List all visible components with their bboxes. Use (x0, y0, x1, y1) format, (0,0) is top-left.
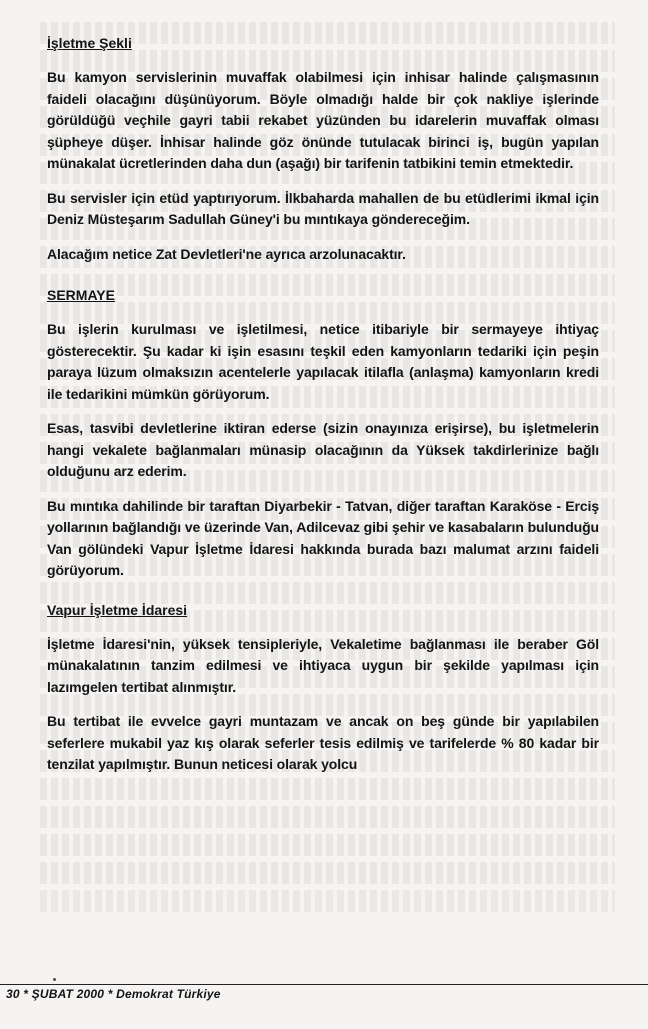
footer-text: 30 * ŞUBAT 2000 * Demokrat Türkiye (6, 987, 221, 1001)
paragraph: Bu tertibat ile evvelce gayri muntazam ve ancak on beş günde bir yapılabilen seferlere mukabil yaz kış olarak seferler tesis edilmiş ve tarifelerde % 80 kadar bir tenzilat yapılmıştır. Bunun neticesi olarak yolcu (47, 713, 599, 772)
paragraph: Bu servisler için etüd yaptırıyorum. İlkbaharda mahallen de bu etüdlerimi ikmal için Deniz Müsteşarım Sadullah Güney'i bu mıntıkaya göndereceğim. (47, 189, 599, 227)
paragraph: İşletme İdaresi'nin, yüksek tensipleriyle, Vekaletime bağlanması ile beraber Göl münakalatının tanzim edilmesi ve ihtiyaca uygun bir şekilde yapılması için lazımgelen tertibat alınmıştır. (47, 635, 599, 695)
paragraph: Bu işlerin kurulması ve işletilmesi, netice itibariyle bir sermayeye ihtiyaç gösterecektir. Şu kadar ki işin esasını teşkil eden kamyonların tedariki için peşin paraya lüzum olmaksızın acentelerle yapılacak itilafla (anlaşma) kamyonların kredi ile tedarikini mümkün görüyorum. (47, 321, 599, 402)
paragraph: Esas, tasvibi devletlerine iktiran ederse (sizin onayınıza erişirse), bu işletmelerin hangi vekalete bağlanmaları münasip olacağının da Yüksek takdirlerinize bağlı olduğunu arz ederim. (47, 420, 599, 479)
paragraph: Alacağım netice Zat Devletleri'ne ayrıca arzolunacaktır. (47, 245, 406, 262)
paragraph: Bu kamyon servislerinin muvaffak olabilmesi için inhisar halinde çalışmasının faideli olacağını düşünüyorum. Böyle olmadığı halde bir çok nakliye işlerinde görüldüğü veçhile gayri tabii rekabet yüzünden bu idarelerin muvaffak olması şüpheye düşer. İnhisar halinde göz önünde tutulacak birinci iş, bugün yapılan münakalat ücretlerinden daha dun (aşağı) bir tarifenin tatbikini temin etmektedir. (47, 69, 599, 171)
section-heading-sermaye: SERMAYE (47, 287, 115, 303)
paragraph: Bu mıntıka dahilinde bir taraftan Diyarbekir - Tatvan, diğer taraftan Karaköse - Erciş yollarının bağlandığı ve üzerinde Van, Adilcevaz gibi şehir ve kasabaların bulunduğu Van gölündeki Vapur İşletme İdaresi hakkında burada bazı malumat arzını faideli görüyorum. (47, 497, 599, 578)
ink-speck (53, 978, 56, 981)
section-heading-vapur-isletme-idaresi: Vapur İşletme İdaresi (47, 601, 188, 618)
page-footer (0, 984, 648, 1009)
section-heading-isletme-sekli: İşletme Şekli (47, 35, 132, 51)
article-body (47, 35, 599, 784)
